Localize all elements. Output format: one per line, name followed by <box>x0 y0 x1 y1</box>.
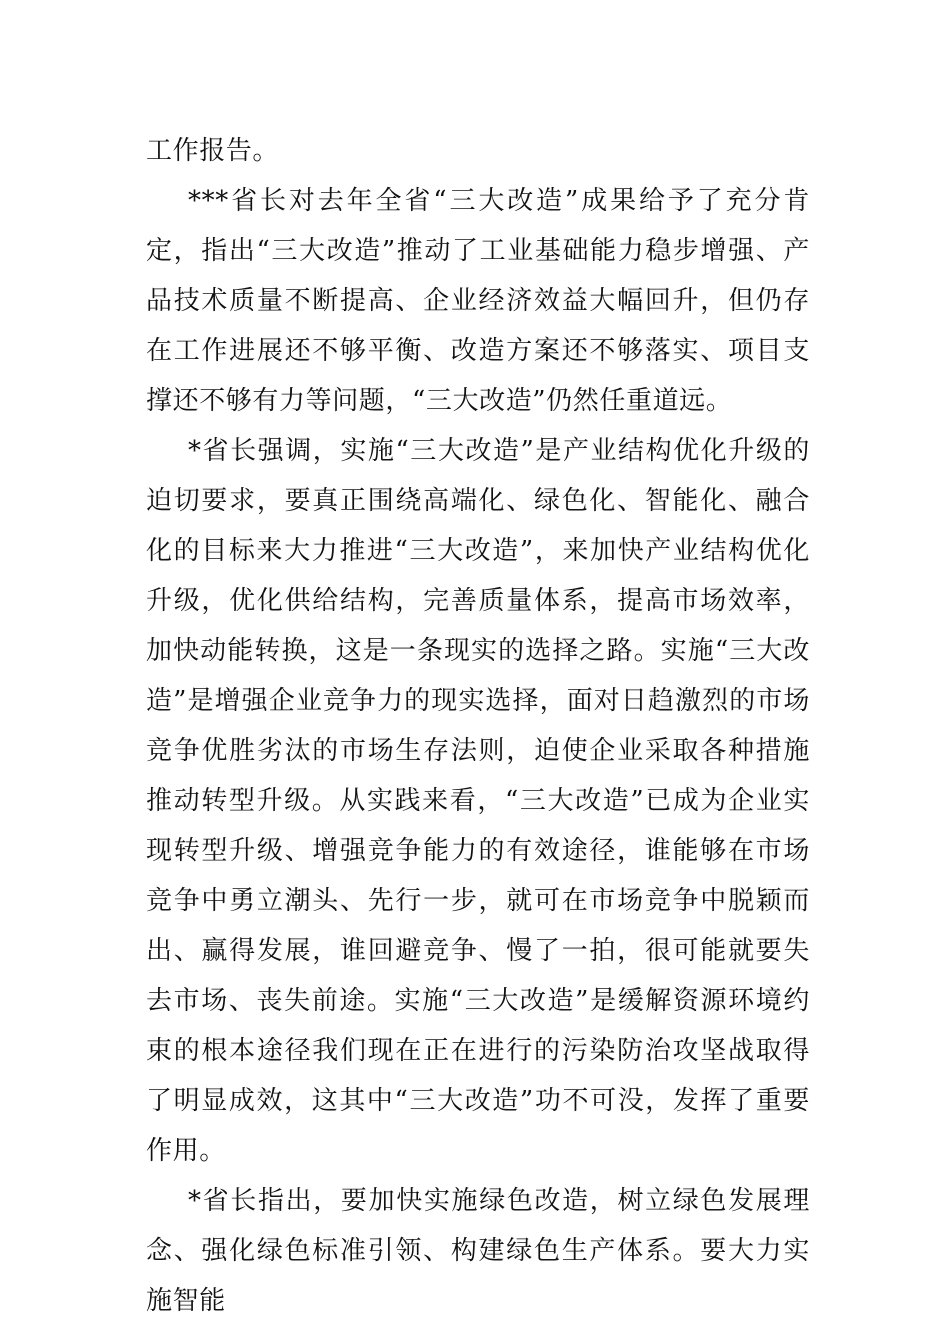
paragraph-continuation: 工作报告。 <box>146 136 280 166</box>
paragraph-governor-affirmation: ***省长对去年全省“三大改造”成果给予了充分肯定，指出“三大改造”推动了工业基础能力稳步增强、产品技术质量不断提高、企业经济效益大幅回升，但仍存在工作进展还不够平衡、改造方案还不够落实、项目支撑还不够有力等问题，“三大改造”仍然任重道远。 <box>146 186 810 416</box>
document-body <box>146 126 810 1326</box>
paragraph-governor-instruction: *省长指出，要加快实施绿色改造，树立绿色发展理念、强化绿色标准引领、构建绿色生产体系。要大力实施智能 <box>146 1186 810 1316</box>
paragraph-governor-emphasis: *省长强调，实施“三大改造”是产业结构优化升级的迫切要求，要真正围绕高端化、绿色化、智能化、融合化的目标来大力推进“三大改造”，来加快产业结构优化升级，优化供给结构，完善质量体系，提高市场效率，加快动能转换，这是一条现实的选择之路。实施“三大改造”是增强企业竞争力的现实选择，面对日趋激烈的市场竞争优胜劣汰的市场生存法则，迫使企业采取各种措施推动转型升级。从实践来看，“三大改造”已成为企业实现转型升级、增强竞争能力的有效途径，谁能够在市场竞争中勇立潮头、先行一步，就可在市场竞争中脱颖而出、赢得发展，谁回避竞争、慢了一拍，很可能就要失去市场、丧失前途。实施“三大改造”是缓解资源环境约束的根本途径我们现在正在进行的污染防治攻坚战取得了明显成效，这其中“三大改造”功不可没，发挥了重要作用。 <box>146 436 811 1166</box>
